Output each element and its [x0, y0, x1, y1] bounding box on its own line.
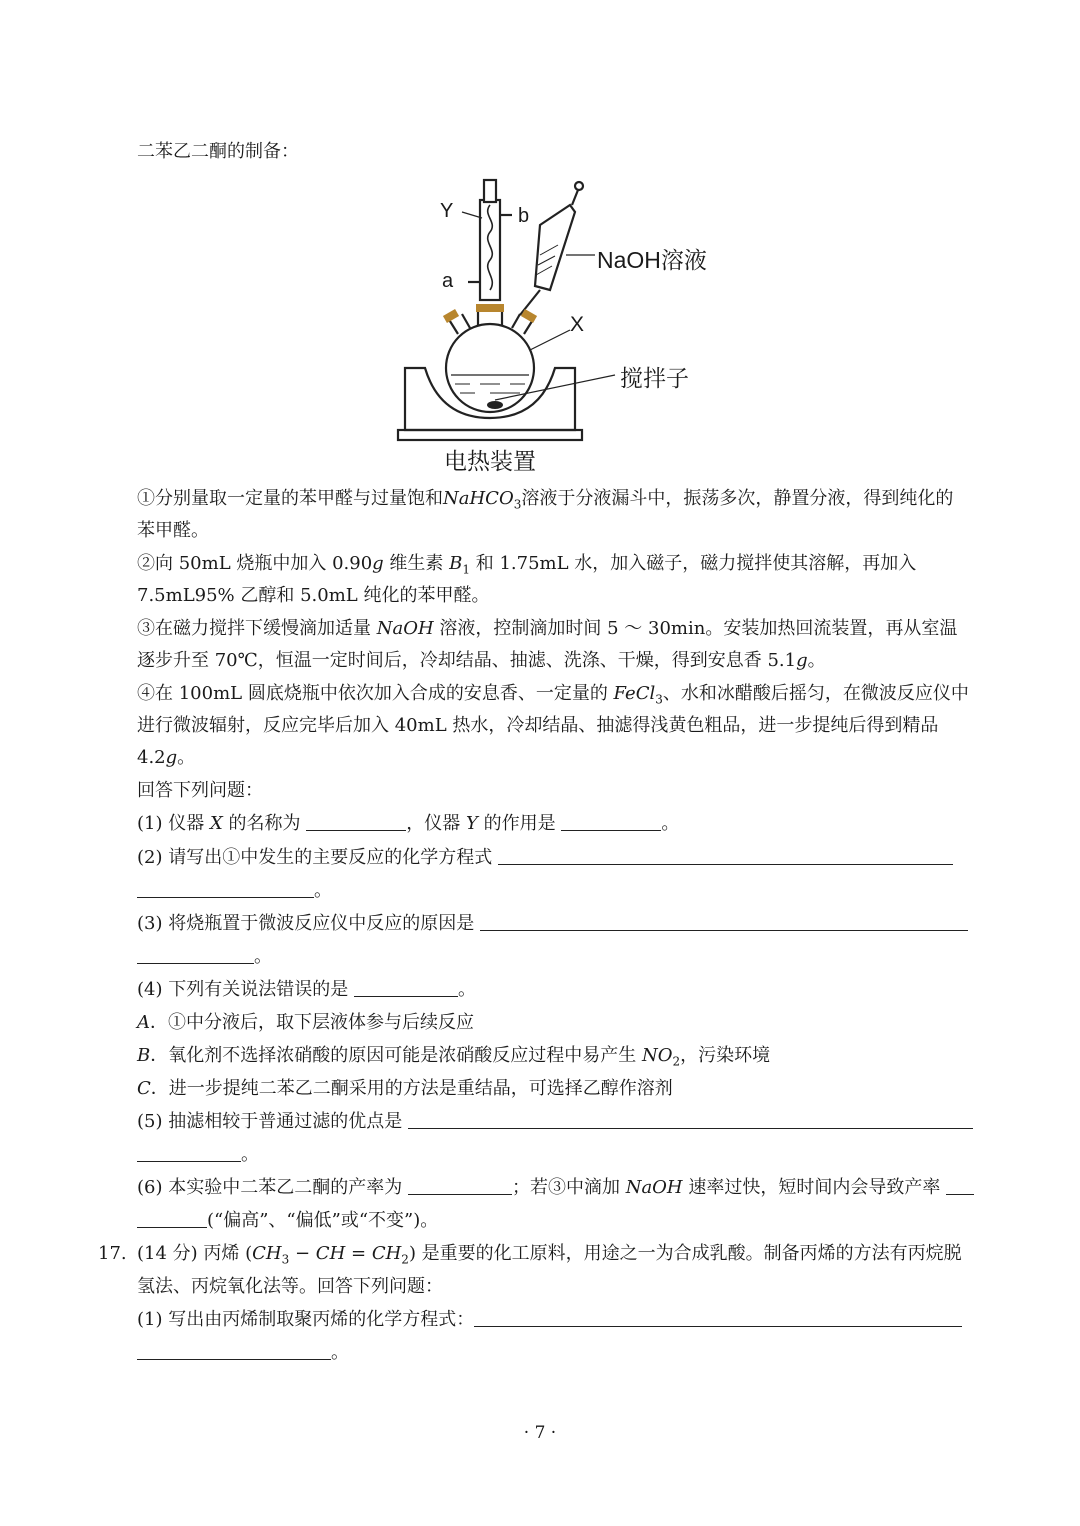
question-5-cont: 。: [137, 1143, 259, 1167]
answer-blank-q6-yield[interactable]: [408, 1176, 512, 1195]
question-3: (3) 将烧瓶置于微波反应仪中反应的原因是: [137, 912, 968, 936]
dropping-funnel: [535, 205, 575, 290]
answer-blank-q17-1[interactable]: [474, 1308, 962, 1327]
page-number: · 7 ·: [523, 1423, 557, 1443]
heating-mantle: [405, 368, 575, 430]
step-4-end: 4.2g。: [137, 747, 196, 768]
question-1: (1) 仪器 X 的名称为 ，仪器 Y 的作用是 。: [137, 813, 680, 834]
answer-blank-q2[interactable]: [498, 846, 953, 865]
answer-blank-q6-effect-cont[interactable]: [137, 1209, 207, 1228]
step-1-cont: 苯甲醛。: [137, 520, 209, 541]
label-x: X: [570, 313, 585, 336]
step-2: ②向 50mL 烧瓶中加入 0.90g 维生素 $B_1$ 和 1.75mL 水，加入磁子，磁力搅拌使其溶解，再加入: [137, 553, 917, 577]
answer-blank-q4[interactable]: [354, 978, 458, 997]
intro-text: [137, 140, 299, 164]
stir-bar: [487, 401, 503, 409]
answer-blank-q1-x[interactable]: [306, 812, 406, 831]
step-1: ①分别量取一定量的苯甲醛与过量饱和NaHCO$_3$溶液于分液漏斗中，振荡多次，静置分液，得到纯化的: [137, 488, 954, 512]
answer-blank-q6-effect[interactable]: [946, 1176, 974, 1195]
step-4: ④在 100mL 圆底烧瓶中依次加入合成的安息香、一定量的 FeCl$_3$、水和冰醋酸后摇匀，在微波反应仪中: [137, 683, 969, 707]
question-2: (2) 请写出①中发生的主要反应的化学方程式: [137, 846, 953, 870]
option-a: A．①中分液后，取下层液体参与后续反应: [137, 1012, 474, 1033]
label-b: b: [518, 205, 530, 227]
answer-blank-q5-cont[interactable]: [137, 1143, 241, 1162]
step-3: ③在磁力搅拌下缓慢滴加适量 NaOH 溶液，控制滴加时间 5 ～ 30min。安装加热回流装置，再从室温: [137, 618, 958, 639]
answer-blank-q17-1-cont[interactable]: [137, 1341, 331, 1360]
label-a: a: [442, 270, 454, 292]
figure-caption: 电热装置: [444, 448, 536, 474]
question-6-cont: (“偏高”、“偏低”或“不变”)。: [137, 1209, 438, 1233]
question-17-1: (1) 写出由丙烯制取聚丙烯的化学方程式：: [137, 1308, 962, 1332]
question-6: (6) 本实验中二苯乙二酮的产率为 ；若③中滴加 NaOH 速率过快，短时间内会导致产率: [137, 1176, 974, 1200]
step-2-cont: 7.5mL95% 乙醇和 5.0mL 纯化的苯甲醛。: [137, 585, 490, 606]
mantle-base: [398, 430, 582, 440]
question-3-cont: 。: [137, 945, 272, 969]
option-c: C．进一步提纯二苯乙二酮采用的方法是重结晶，可选择乙醇作溶剂: [137, 1078, 673, 1099]
label-y: Y: [440, 200, 454, 222]
label-naoh: NaOH溶液: [597, 247, 707, 273]
answer-blank-q3[interactable]: [480, 912, 968, 931]
step-4-cont: 进行微波辐射，反应完毕后加入 40mL 热水，冷却结晶、抽滤得浅黄色粗品，进一步提纯后得到精品: [137, 715, 939, 736]
answer-blank-q2-cont[interactable]: [137, 879, 314, 898]
step-3-cont: 逐步升至 70℃，恒温一定时间后，冷却结晶、抽滤、洗涤、干燥，得到安息香 5.1g。: [137, 650, 826, 671]
answer-blank-q1-y[interactable]: [561, 812, 661, 831]
question-17: (14 分) 丙烯 ($CH_3$ − CH = $CH_2$) 是重要的化工原料，用途之一为合成乳酸。制备丙烯的方法有丙烷脱: [137, 1243, 962, 1267]
option-b: B．氧化剂不选择浓硝酸的原因可能是浓硝酸反应过程中易产生 $NO_2$，污染环境: [137, 1045, 771, 1069]
question-17-1-cont: 。: [137, 1341, 349, 1365]
label-stirrer: 搅拌子: [620, 365, 689, 391]
answer-blank-q3-cont[interactable]: [137, 945, 254, 964]
answer-blank-q5[interactable]: [408, 1110, 973, 1129]
question-17-number: 17.: [98, 1243, 127, 1264]
question-17-cont: 氢法、丙烷氧化法等。回答下列问题：: [137, 1276, 443, 1297]
question-5: (5) 抽滤相较于普通过滤的优点是: [137, 1110, 973, 1134]
condenser-y: [480, 200, 500, 300]
flask-x: [446, 324, 534, 412]
intro-label: 二苯乙二酮的制备：: [137, 141, 299, 162]
question-2-cont: 。: [137, 879, 332, 903]
questions-prompt: 回答下列问题：: [137, 780, 263, 801]
question-4: (4) 下列有关说法错误的是 。: [137, 979, 476, 1000]
